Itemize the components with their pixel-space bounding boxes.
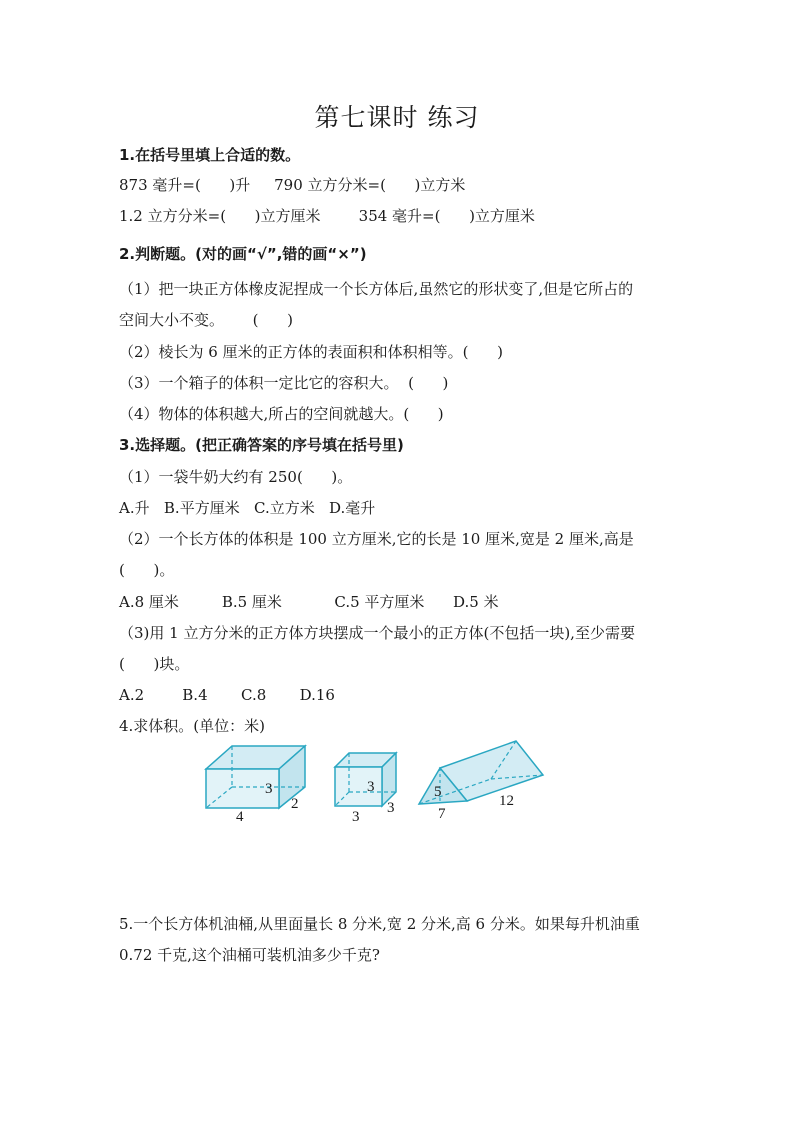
q3-item-1-options: A.升 B.平方厘米 C.立方米 D.毫升 xyxy=(119,499,376,517)
q3-item-2-line-1: （2）一个长方体的体积是 100 立方厘米,它的长是 10 厘米,宽是 2 厘米,高是 xyxy=(119,530,634,548)
q3-item-2-options: A.8 厘米 B.5 厘米 C.5 平方厘米 D.5 米 xyxy=(119,593,499,611)
q3-item-3-line-1: （3)用 1 立方分米的正方体方块摆成一个最小的正方体(不包括一块),至少需要 xyxy=(119,624,635,642)
q2-item-1-line-2: 空间大小不变。 ( ) xyxy=(119,311,293,329)
cube-front-label: 3 xyxy=(352,809,360,825)
cuboid-width-label: 2 xyxy=(291,796,299,812)
q3-item-3-line-2: ( )块。 xyxy=(119,655,190,673)
q2-item-3: （3）一个箱子的体积一定比它的容积大。 ( ) xyxy=(119,374,449,392)
q3-heading: 3.选择题。(把正确答案的序号填在括号里) xyxy=(119,436,404,454)
prism-base-label: 7 xyxy=(438,806,446,822)
q3-item-1: （1）一袋牛奶大约有 250( )。 xyxy=(119,468,353,486)
q3-item-2-line-2: ( )。 xyxy=(119,561,175,579)
cube-height-label: 3 xyxy=(367,779,375,795)
q1-heading: 1.在括号里填上合适的数。 xyxy=(119,146,301,164)
cube-figure xyxy=(335,753,396,825)
cuboid-length-label: 4 xyxy=(236,809,244,825)
q4-heading: 4.求体积。(单位：米) xyxy=(119,717,266,735)
q5-line-1: 5.一个长方体机油桶,从里面量长 8 分米,宽 2 分米,高 6 分米。如果每升机油重 xyxy=(119,915,640,933)
q2-item-1-line-1: （1）把一块正方体橡皮泥捏成一个长方体后,虽然它的形状变了,但是它所占的 xyxy=(119,280,634,298)
page-title: 第七课时 练习 xyxy=(314,103,480,132)
prism-length-label: 12 xyxy=(499,793,514,809)
q5-line-2: 0.72 千克,这个油桶可装机油多少千克? xyxy=(119,946,380,964)
q1-row-1: 873 毫升=( )升 790 立方分米=( )立方米 xyxy=(119,176,466,194)
cuboid-height-label: 3 xyxy=(265,781,273,797)
q2-heading: 2.判断题。(对的画“√”,错的画“×”) xyxy=(119,245,367,263)
q1-row-2: 1.2 立方分米=( )立方厘米 354 毫升=( )立方厘米 xyxy=(119,207,535,225)
volume-figures xyxy=(195,735,555,830)
q2-item-2: （2）棱长为 6 厘米的正方体的表面积和体积相等。( ) xyxy=(119,343,503,361)
triangular-prism-figure xyxy=(419,741,543,822)
cuboid-figure xyxy=(206,746,305,825)
prism-height-label: 5 xyxy=(434,784,442,800)
q2-item-4: （4）物体的体积越大,所占的空间就越大。( ) xyxy=(119,405,444,423)
q3-item-3-options: A.2 B.4 C.8 D.16 xyxy=(119,686,335,704)
cube-side-label: 3 xyxy=(387,800,395,816)
